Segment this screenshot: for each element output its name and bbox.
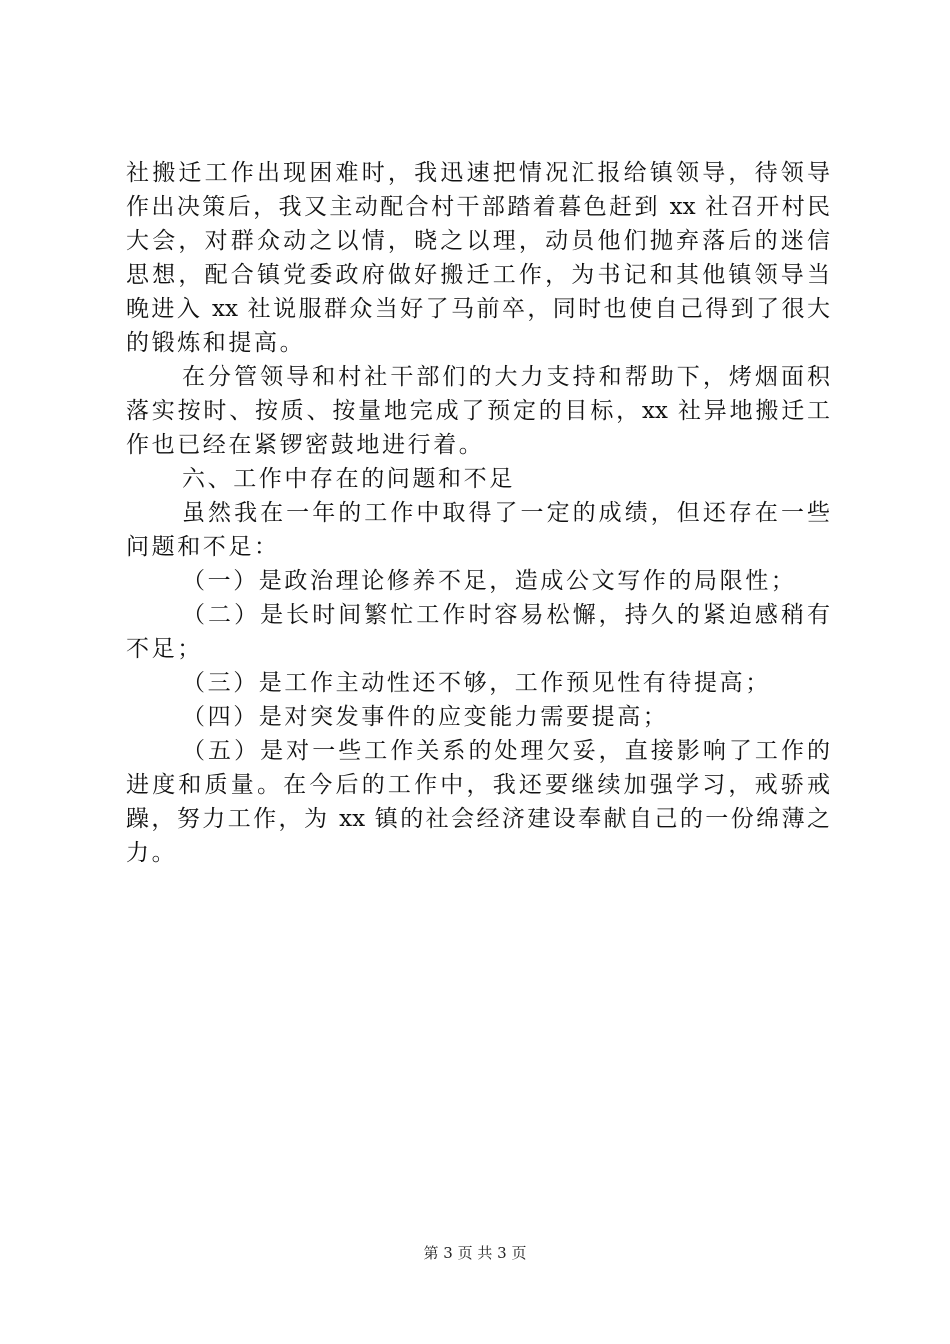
list-item-continuation: 进度和质量。在今后的工作中，我还要继续加强学习，戒骄戒 (126, 772, 830, 798)
paragraph-line: 大会，对群众动之以情，晓之以理，动员他们抛弃落后的迷信 (126, 228, 830, 254)
paragraph-line: 思想，配合镇党委政府做好搬迁工作，为书记和其他镇领导当 (126, 262, 830, 288)
paragraph-line: 虽然我在一年的工作中取得了一定的成绩，但还存在一些 (182, 500, 830, 526)
list-item-continuation: 躁，努力工作，为 xx 镇的社会经济建设奉献自己的一份绵薄之 (126, 806, 830, 832)
list-item: （一）是政治理论修养不足，造成公文写作的局限性； (182, 568, 797, 594)
paragraph-line: 作也已经在紧锣密鼓地进行着。 (126, 432, 485, 458)
paragraph-line: 晚进入 xx 社说服群众当好了马前卒，同时也使自己得到了很大 (126, 296, 830, 322)
paragraph-line: 社搬迁工作出现困难时，我迅速把情况汇报给镇领导，待领导 (126, 160, 830, 186)
paragraph-line: 的锻炼和提高。 (126, 330, 306, 356)
document-body (126, 156, 830, 870)
section-heading: 六、工作中存在的问题和不足 (182, 466, 515, 492)
list-item-continuation: 力。 (126, 840, 178, 866)
list-item: （三）是工作主动性还不够，工作预见性有待提高； (182, 670, 771, 696)
list-item-continuation: 不足； (126, 636, 203, 662)
paragraph-line: 在分管领导和村社干部们的大力支持和帮助下，烤烟面积 (182, 364, 830, 390)
list-item: （二）是长时间繁忙工作时容易松懈，持久的紧迫感稍有 (182, 602, 830, 628)
paragraph-line: 问题和不足： (126, 534, 280, 560)
list-item: （五）是对一些工作关系的处理欠妥，直接影响了工作的 (182, 738, 830, 764)
page-number-footer: 第 3 页 共 3 页 (423, 1244, 527, 1262)
paragraph-line: 落实按时、按质、按量地完成了预定的目标，xx 社异地搬迁工 (126, 398, 830, 424)
list-item: （四）是对突发事件的应变能力需要提高； (182, 704, 669, 730)
paragraph-line: 作出决策后，我又主动配合村干部踏着暮色赶到 xx 社召开村民 (126, 194, 830, 220)
